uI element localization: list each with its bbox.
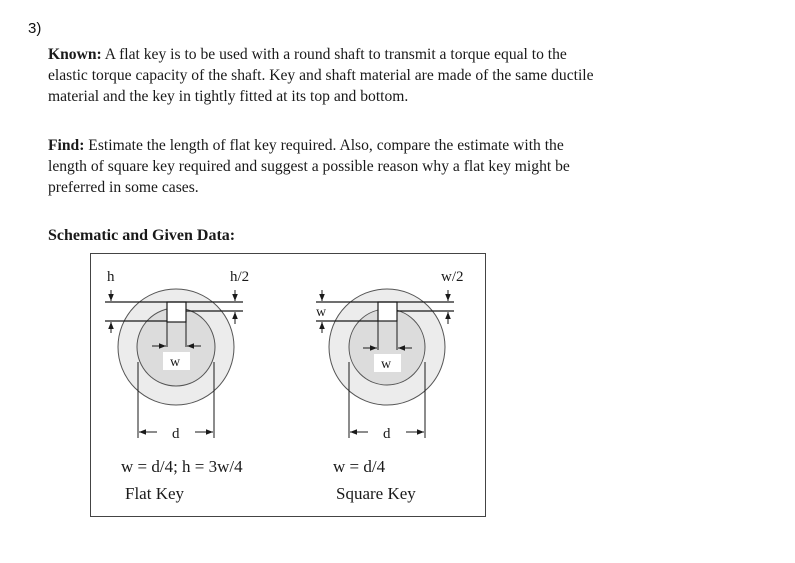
flat-key-caption: Flat Key	[125, 484, 185, 503]
square-label-d: d	[383, 426, 391, 442]
square-label-w-half: w/2	[441, 269, 464, 285]
square-key-formula: w = d/4	[333, 457, 386, 476]
square-label-w: w	[381, 357, 392, 372]
known-line-2: elastic torque capacity of the shaft. Key and shaft material are made of the same ductile	[48, 67, 594, 84]
square-label-w-side: w	[316, 305, 327, 320]
known-line-1: Known: A flat key is to be used with a round shaft to transmit a torque equal to the	[48, 46, 567, 63]
find-label: Find:	[48, 137, 85, 154]
find-line-1: Find: Estimate the length of flat key required. Also, compare the estimate with the	[48, 137, 564, 154]
flat-label-d: d	[172, 426, 180, 442]
known-label: Known:	[48, 46, 102, 63]
flat-label-w: w	[170, 355, 181, 370]
flat-key-formula: w = d/4; h = 3w/4	[121, 457, 243, 476]
question-number: 3)	[28, 20, 42, 37]
flat-label-h: h	[107, 269, 115, 285]
schematic-heading: Schematic and Given Data:	[48, 227, 236, 244]
find-line-2: length of square key required and suggest a possible reason why a flat key might be	[48, 158, 570, 175]
square-key-caption: Square Key	[336, 484, 416, 503]
known-line-3: material and the key in tightly fitted at its top and bottom.	[48, 88, 409, 105]
find-line-3: preferred in some cases.	[48, 179, 199, 196]
flat-label-h-half: h/2	[230, 269, 250, 285]
